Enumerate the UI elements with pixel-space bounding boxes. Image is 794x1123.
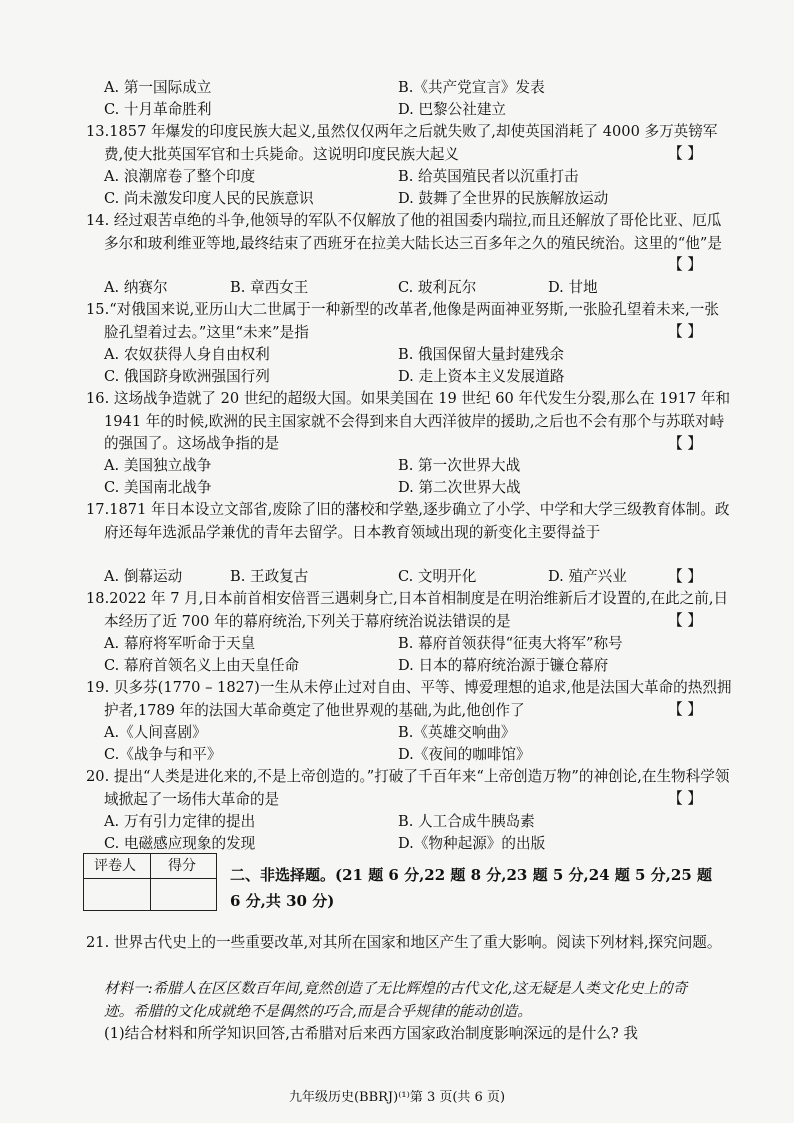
q20-answer-bracket: 【 】: [668, 790, 702, 807]
q13-option-d: D. 鼓舞了全世界的民族解放运动: [398, 190, 609, 207]
score-table: [83, 853, 217, 911]
q13-answer-bracket: 【 】: [668, 145, 702, 162]
q14-option-d: D. 甘地: [548, 279, 598, 296]
q17-option-d: D. 殖产兴业: [548, 568, 627, 585]
q13-option-b: B. 给英国殖民者以沉重打击: [398, 168, 579, 185]
q15-stem: 15.“对俄国来说,亚历山大二世属于一种新型的改革者,他像是两面神亚努斯,一张脸孔望着未来,一张脸孔望着过去。”这里“未来”是指: [86, 301, 719, 341]
q18-option-a: A. 幕府将军听命于天皇: [104, 635, 256, 652]
q15-option-b: B. 俄国保留大量封建残余: [398, 346, 564, 363]
q20-option-c: C. 电磁感应现象的发现: [104, 835, 256, 852]
q19-answer-bracket: 【 】: [668, 701, 702, 718]
q13-option-a: A. 浪潮席卷了整个印度: [104, 168, 256, 185]
q21-subquestion-1: (1)结合材料和所学知识回答,古希腊对后来西方国家政治制度影响深远的是什么? 我: [104, 1025, 638, 1042]
q18-answer-bracket: 【 】: [668, 612, 702, 629]
q19-option-a: A.《人间喜剧》: [104, 724, 207, 741]
q17-option-c: C. 文明开化: [398, 568, 477, 585]
q18-option-c: C. 幕府首领名义上由天皇任命: [104, 657, 300, 674]
q20-option-b: B. 人工合成牛胰岛素: [398, 813, 535, 830]
q19-option-d: D.《夜间的咖啡馆》: [398, 746, 531, 763]
q16-option-c: C. 美国南北战争: [104, 479, 212, 496]
q17-option-a: A. 倒幕运动: [104, 568, 183, 585]
q15-answer-bracket: 【 】: [668, 323, 702, 340]
q16-answer-bracket: 【 】: [668, 435, 702, 452]
q16-stem: 16. 这场战争造就了 20 世纪的超级大国。如果美国在 19 世纪 60 年代发生分裂,那么在 1917 年和 1941 年的时候,欧洲的民主国家就不会得到来自大西洋彼岸的援助,之后也不会有那个与苏联对峙的强国了。这场战争指的是: [86, 390, 731, 452]
q13-option-c: C. 尚未激发印度人民的民族意识: [104, 190, 314, 207]
q12-option-b: B.《共产党宣言》发表: [398, 79, 545, 96]
page-footer: 九年级历史(BBRJ)⁽¹⁾第 3 页(共 6 页): [288, 1090, 506, 1105]
q19-option-c: C.《战争与和平》: [104, 746, 222, 763]
q16-option-b: B. 第一次世界大战: [398, 457, 521, 474]
q16-option-a: A. 美国独立战争: [104, 457, 212, 474]
q12-option-a: A. 第一国际成立: [104, 79, 212, 96]
q20-stem: 20. 提出“人类是进化来的,不是上帝创造的。”打破了千百年来“上帝创造万物”的神创论,在生物科学领域掀起了一场伟大革命的是: [86, 768, 730, 808]
q20-option-a: A. 万有引力定律的提出: [104, 813, 256, 830]
q14-answer-bracket: 【 】: [668, 256, 702, 273]
q18-stem: 18.2022 年 7 月,日本前首相安倍晋三遇刺身亡,日本首相制度是在明治维新后才设置的,在此之前,日本经历了近 700 年的幕府统治,下列关于幕府统治说法错误的是: [86, 590, 729, 630]
q14-stem: 14. 经过艰苦卓绝的斗争,他领导的军队不仅解放了他的祖国委内瑞拉,而且还解放了哥伦比亚、厄瓜多尔和玻利维亚等地,最终结束了西班牙在拉美大陆长达三百多年之久的殖民统治。这里的“他”是: [86, 212, 722, 252]
q14-option-b: B. 章西女王: [230, 279, 309, 296]
q18-option-d: D. 日本的幕府统治源于镰仓幕府: [398, 657, 609, 674]
q21-material-1: 材料一:希腊人在区区数百年间,竟然创造了无比辉煌的古代文化,这无疑是人类文化史上的奇迹。希腊的文化成就绝不是偶然的巧合,而是合乎规律的能动创造。: [104, 980, 688, 1020]
q13-stem: 13.1857 年爆发的印度民族大起义,虽然仅仅两年之后就失败了,却使英国消耗了 4000 多万英镑军费,使大批英国军官和士兵毙命。这说明印度民族大起义: [86, 123, 718, 163]
q17-option-b: B. 王政复古: [230, 568, 309, 585]
section2-title: 二、非选择题。(21 题 6 分,22 题 8 分,23 题 5 分,24 题 5 分,25 题 6 分,共 30 分): [230, 866, 712, 910]
q15-option-a: A. 农奴获得人身自由权利: [104, 346, 270, 363]
q14-option-c: C. 玻利瓦尔: [398, 279, 477, 296]
q20-option-d: D.《物种起源》的出版: [398, 835, 546, 852]
score-table-score-label: 得分: [168, 858, 196, 874]
q15-option-d: D. 走上资本主义发展道路: [398, 368, 565, 385]
q19-stem: 19. 贝多芬(1770 – 1827)一生从未停止过对自由、平等、博爱理想的追求,他是法国大革命的热烈拥护者,1789 年的法国大革命奠定了他世界观的基础,为此,他创作了: [86, 679, 732, 719]
q12-option-c: C. 十月革命胜利: [104, 101, 212, 118]
score-table-divider: [150, 854, 151, 910]
q15-option-c: C. 俄国跻身欧洲强国行列: [104, 368, 270, 385]
q12-option-d: D. 巴黎公社建立: [398, 101, 507, 118]
score-table-reviewer-label: 评卷人: [94, 858, 136, 874]
q18-option-b: B. 幕府首领获得“征夷大将军”称号: [398, 635, 623, 652]
q19-option-b: B.《英雄交响曲》: [398, 724, 516, 741]
q16-option-d: D. 第二次世界大战: [398, 479, 521, 496]
q14-option-a: A. 纳赛尔: [104, 279, 168, 296]
q17-answer-bracket: 【 】: [668, 568, 702, 585]
q21-stem: 21. 世界古代史上的一些重要改革,对其所在国家和地区产生了重大影响。阅读下列材料,探究问题。: [86, 934, 722, 951]
q17-stem: 17.1871 年日本设立文部省,废除了旧的藩校和学塾,逐步确立了小学、中学和大学三级教育体制。政府还每年选派品学兼优的青年去留学。日本教育领域出现的新变化主要得益于: [86, 501, 730, 541]
